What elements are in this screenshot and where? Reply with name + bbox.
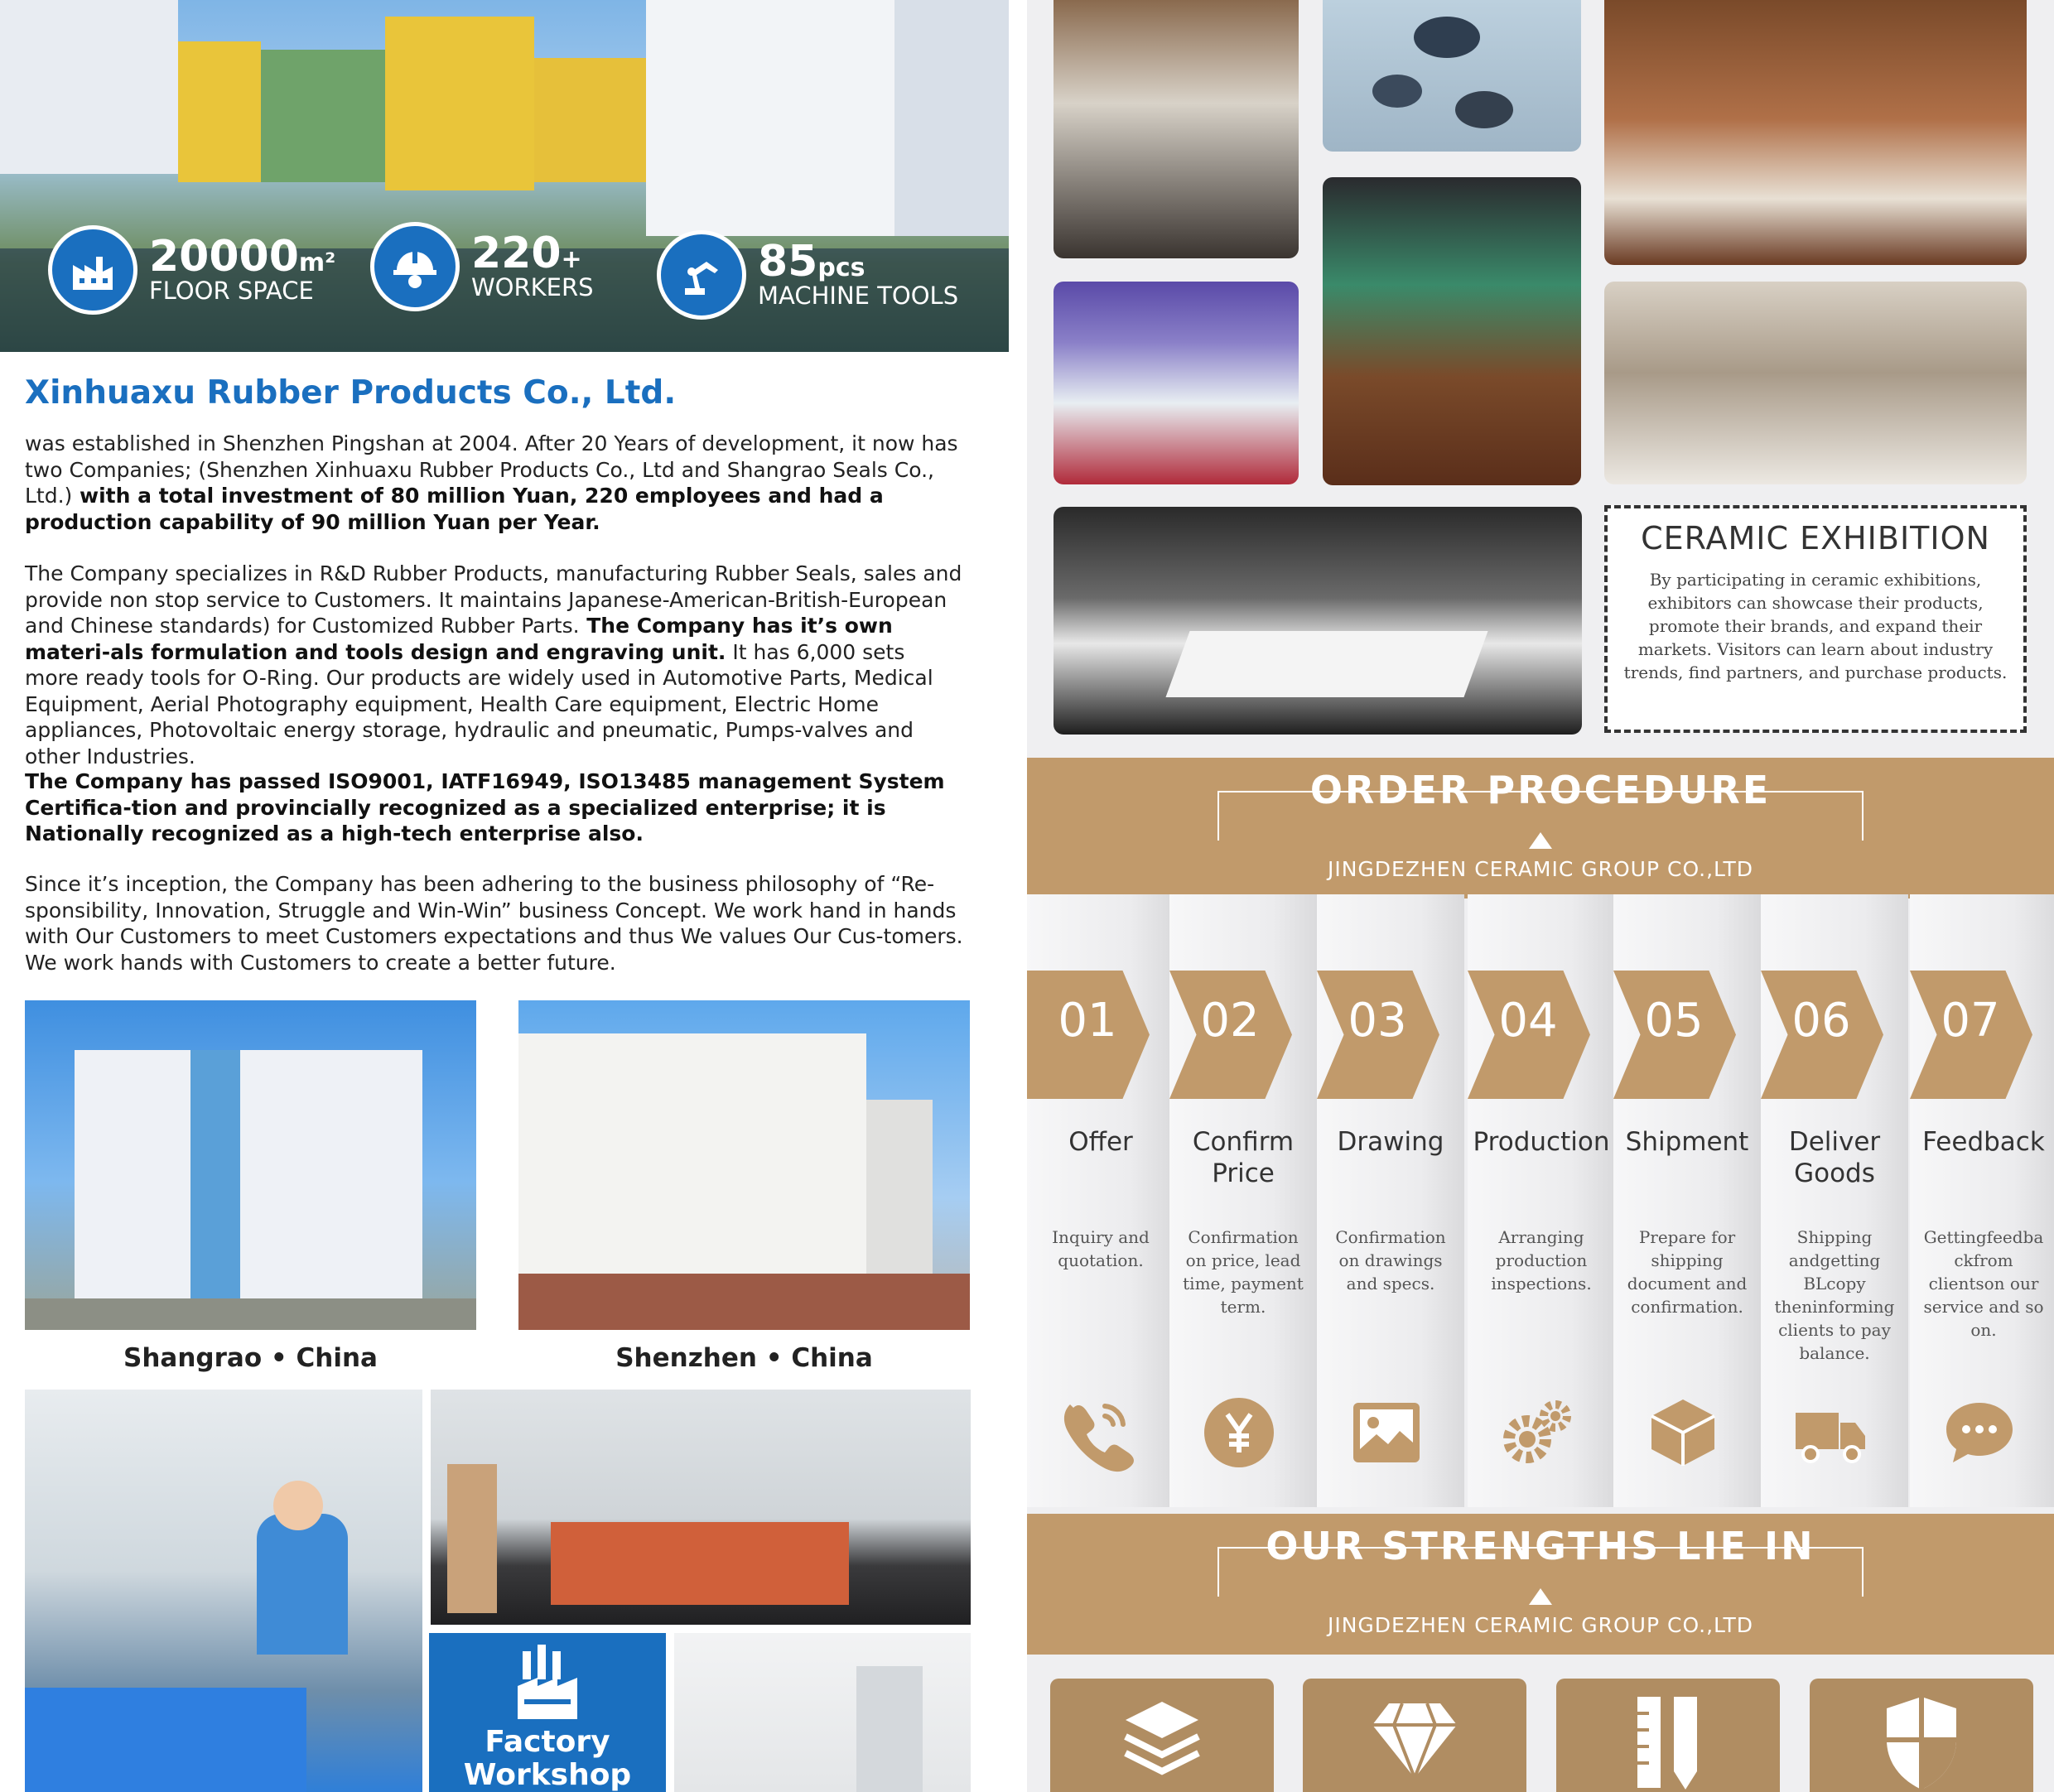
company-paragraph-3 <box>25 768 965 847</box>
triangle-marker <box>1529 832 1552 849</box>
step-number: 03 <box>1348 994 1407 1048</box>
stat-number: 20000 <box>149 232 299 282</box>
step-title: Feedback <box>1922 1127 2045 1157</box>
factory-workshop-label: Factory Workshop <box>463 1725 632 1792</box>
stat-number: 220 <box>471 229 562 279</box>
phone-icon <box>1055 1391 1138 1474</box>
ruler-pencil-icon <box>1631 1693 1705 1792</box>
para-bold-text: with a total investment of 80 million Yuan, 220 employees and had a production capability of 90 million Yuan per Year. <box>25 484 884 534</box>
reception-lobby-photo <box>431 1390 971 1625</box>
order-step-deliver-goods <box>1761 894 1908 1507</box>
layers-icon <box>1121 1695 1203 1790</box>
image-icon <box>1345 1391 1428 1474</box>
exhibition-text: By participating in ceramic exhibitions, exhibitors can showcase their products, promote their brands, and expand their markets. Visitors can learn about industry trends, find partners, and purchase products. <box>1623 570 2008 682</box>
para-text: was established in Shenzhen Pingshan at 2004. After 20 Years of development, it now has two Companies; (Shenzhen Xinhuaxu Rubber Products Co., Ltd and Shangrao Seals Co., Ltd.) <box>25 431 958 508</box>
exhibition-photo-3 <box>1604 0 2027 265</box>
step-number: 07 <box>1941 994 2000 1048</box>
ceramic-exhibition-box <box>1604 505 2027 733</box>
step-number: 05 <box>1644 994 1704 1048</box>
exhibition-title: CERAMIC EXHIBITION <box>1641 520 1990 556</box>
step-title: Drawing <box>1337 1127 1444 1157</box>
company-title: Xinhuaxu Rubber Products Co., Ltd. <box>25 374 677 412</box>
order-step-feedback <box>1910 894 2054 1507</box>
diamond-icon <box>1369 1695 1460 1790</box>
stat-label: WORKERS <box>471 273 594 302</box>
order-step-drawing <box>1317 894 1464 1507</box>
stat-workers <box>370 222 594 311</box>
para-text: The Company specializes in R&D Rubber Products, manufacturing Rubber Seals, sales and provide non stop service to Customers. It maintains Japanese-American-British-European and Chinese standards) for Customized Rubber Parts. <box>25 561 962 638</box>
step-title: Confirm Price <box>1192 1127 1295 1188</box>
stat-unit: pcs <box>817 253 865 283</box>
exhibition-photo-7 <box>1054 507 1582 735</box>
stat-machine-tools <box>657 230 958 320</box>
step-number: 01 <box>1058 994 1117 1048</box>
order-procedure-subheading: JINGDEZHEN CERAMIC GROUP CO.,LTD <box>1327 857 1754 881</box>
stat-floor-space <box>48 225 335 315</box>
location-caption: Shenzhen • China <box>615 1343 873 1373</box>
location-caption: Shangrao • China <box>123 1343 378 1373</box>
shenzhen-building-photo <box>518 1000 970 1330</box>
step-description: Confirmation on price, lead time, payment term. <box>1183 1227 1304 1317</box>
strengths-heading: OUR STRENGTHS LIE IN <box>1266 1524 1815 1568</box>
step-description: Gettingfeedba ckfrom clientson our service and so on. <box>1923 1227 2044 1340</box>
stat-unit: + <box>561 245 582 275</box>
shield-icon <box>1880 1693 1963 1792</box>
factory-building-icon <box>516 1645 579 1719</box>
box-icon <box>1642 1391 1724 1474</box>
stat-unit: m² <box>298 248 336 278</box>
para-text: It has 6,000 sets more ready tools for O-Ring. Our products are widely used in Automotive Parts, Medical Equipment, Aerial Photography equipment, Health Care equipment, Electric Home appliances, Photovoltaic energy storage, hydraulic and pneumatic, Pumps-valves and other Industries. <box>25 639 933 768</box>
order-step-production <box>1468 894 1615 1507</box>
strength-tile-security <box>1810 1679 2033 1792</box>
chat-icon <box>1938 1391 2021 1474</box>
step-description: Arranging production inspections. <box>1491 1227 1592 1293</box>
company-paragraph-2 <box>25 561 965 769</box>
exhibition-photo-1 <box>1054 0 1299 258</box>
robot-arm-icon <box>657 230 746 320</box>
step-number: 04 <box>1498 994 1558 1048</box>
strength-tile-premium <box>1303 1679 1526 1792</box>
step-description: Confirmation on drawings and specs. <box>1335 1227 1446 1293</box>
company-paragraph-4 <box>25 871 965 975</box>
para-text: Since it’s inception, the Company has been adhering to the business philosophy of “Re-sponsibility, Innovation, Struggle and Win-Win” business Concept. We work hand in hands with Our Customers to meet Customers expectations and thus We values Our Cus-tomers. We work hands with Customers to create a better future. <box>25 872 963 975</box>
strength-tile-design <box>1556 1679 1780 1792</box>
order-step-offer <box>1027 894 1174 1507</box>
para-bold-text: The Company has passed ISO9001, IATF16949, ISO13485 management System Certifica-tion and provincially recognized as a specialized enterprise; it is Nationally recognized as a high-tech enterprise also. <box>25 769 945 845</box>
factory-icon <box>48 225 137 315</box>
shangrao-building-photo <box>25 1000 476 1330</box>
step-number: 02 <box>1200 994 1260 1048</box>
stat-label: MACHINE TOOLS <box>758 282 959 311</box>
step-title: Deliver Goods <box>1788 1127 1881 1188</box>
order-procedure-band <box>1027 758 2054 898</box>
step-description: Inquiry and quotation. <box>1052 1227 1150 1270</box>
order-step-shipment <box>1613 894 1761 1507</box>
worker-workshop-photo <box>25 1390 422 1792</box>
factory-workshop-card[interactable] <box>429 1633 666 1792</box>
stat-number: 85 <box>758 237 818 287</box>
cleanroom-photo <box>674 1633 971 1792</box>
strength-tile-quality <box>1050 1679 1274 1792</box>
order-procedure-heading: ORDER PROCEDURE <box>1309 768 1772 812</box>
exhibition-photo-2 <box>1323 0 1581 152</box>
order-step-confirm-price <box>1169 894 1317 1507</box>
yen-icon <box>1198 1391 1280 1474</box>
step-title: Offer <box>1068 1127 1133 1157</box>
step-number: 06 <box>1791 994 1851 1048</box>
step-description: Shipping andgetting BLcopy theninforming clients to pay balance. <box>1774 1227 1895 1363</box>
exhibition-photo-4 <box>1054 282 1299 484</box>
exhibition-photo-6 <box>1604 282 2027 484</box>
strengths-band <box>1027 1514 2054 1655</box>
company-paragraph-1 <box>25 431 965 535</box>
step-title: Production <box>1473 1127 1610 1157</box>
gears-icon <box>1496 1391 1579 1474</box>
step-title: Shipment <box>1625 1127 1749 1157</box>
worker-helmet-icon <box>370 222 460 311</box>
strengths-subheading: JINGDEZHEN CERAMIC GROUP CO.,LTD <box>1327 1613 1754 1637</box>
truck-icon <box>1789 1391 1872 1474</box>
step-description: Prepare for shipping document and confirmation. <box>1627 1227 1748 1317</box>
para-bold-text: The Company has it’s own materi-als formulation and tools design and engraving unit. <box>25 614 893 664</box>
triangle-marker <box>1529 1588 1552 1605</box>
exhibition-photo-5 <box>1323 177 1581 485</box>
stat-label: FLOOR SPACE <box>149 277 314 306</box>
